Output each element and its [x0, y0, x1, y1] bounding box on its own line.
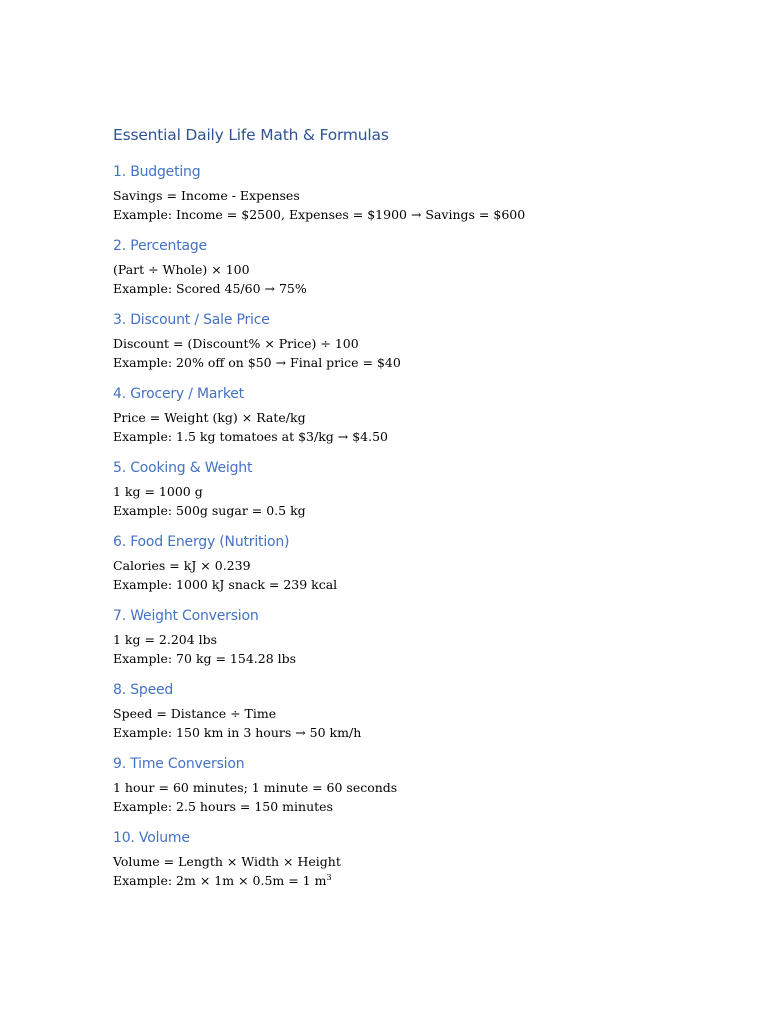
formula-line: Volume = Length × Width × Height: [113, 854, 341, 869]
section-volume: [113, 828, 768, 890]
example-line: Example: 1000 kJ snack = 239 kcal: [113, 577, 338, 592]
example-text: Example: 2m × 1m × 0.5m = 1 m: [113, 873, 327, 888]
section-food-energy: [113, 532, 768, 594]
document-title: Essential Daily Life Math & Formulas: [113, 126, 389, 144]
section-heading: 1. Budgeting: [113, 164, 201, 180]
formula-line: Speed = Distance ÷ Time: [113, 706, 277, 721]
formula-line: Savings = Income - Expenses: [113, 188, 300, 203]
formula-line: Calories = kJ × 0.239: [113, 558, 251, 573]
section-heading: 3. Discount / Sale Price: [113, 312, 270, 328]
section-heading: 8. Speed: [113, 682, 174, 698]
formula-line: 1 kg = 1000 g: [113, 484, 203, 499]
section-cooking-weight: [113, 458, 768, 520]
formula-line: 1 kg = 2.204 lbs: [113, 632, 218, 647]
section-heading: 5. Cooking & Weight: [113, 460, 253, 476]
formula-line: Price = Weight (kg) × Rate/kg: [113, 410, 306, 425]
example-line: [113, 871, 768, 890]
section-heading: 2. Percentage: [113, 238, 207, 254]
section-heading: 10. Volume: [113, 830, 190, 846]
section-heading: 6. Food Energy (Nutrition): [113, 534, 290, 550]
section-speed: [113, 680, 768, 742]
section-heading: 4. Grocery / Market: [113, 386, 244, 402]
example-line: Example: Scored 45/60 → 75%: [113, 281, 307, 296]
formula-line: Discount = (Discount% × Price) ÷ 100: [113, 336, 359, 351]
section-heading: 7. Weight Conversion: [113, 608, 259, 624]
formula-line: (Part ÷ Whole) × 100: [113, 262, 250, 277]
section-time-conversion: [113, 754, 768, 816]
example-line: Example: 2.5 hours = 150 minutes: [113, 799, 333, 814]
cubic-superscript: 3: [326, 872, 332, 882]
example-line: Example: 500g sugar = 0.5 kg: [113, 503, 306, 518]
section-heading: 9. Time Conversion: [113, 756, 245, 772]
section-discount: [113, 310, 768, 372]
example-line: Example: 1.5 kg tomatoes at $3/kg → $4.50: [113, 429, 388, 444]
section-percentage: [113, 236, 768, 298]
section-budgeting: [113, 162, 768, 224]
section-weight-conversion: [113, 606, 768, 668]
example-line: Example: Income = $2500, Expenses = $1900 → Savings = $600: [113, 207, 526, 222]
section-grocery: [113, 384, 768, 446]
example-line: Example: 70 kg = 154.28 lbs: [113, 651, 297, 666]
example-line: Example: 20% off on $50 → Final price = $40: [113, 355, 401, 370]
formula-line: 1 hour = 60 minutes; 1 minute = 60 seconds: [113, 780, 398, 795]
example-line: Example: 150 km in 3 hours → 50 km/h: [113, 725, 362, 740]
